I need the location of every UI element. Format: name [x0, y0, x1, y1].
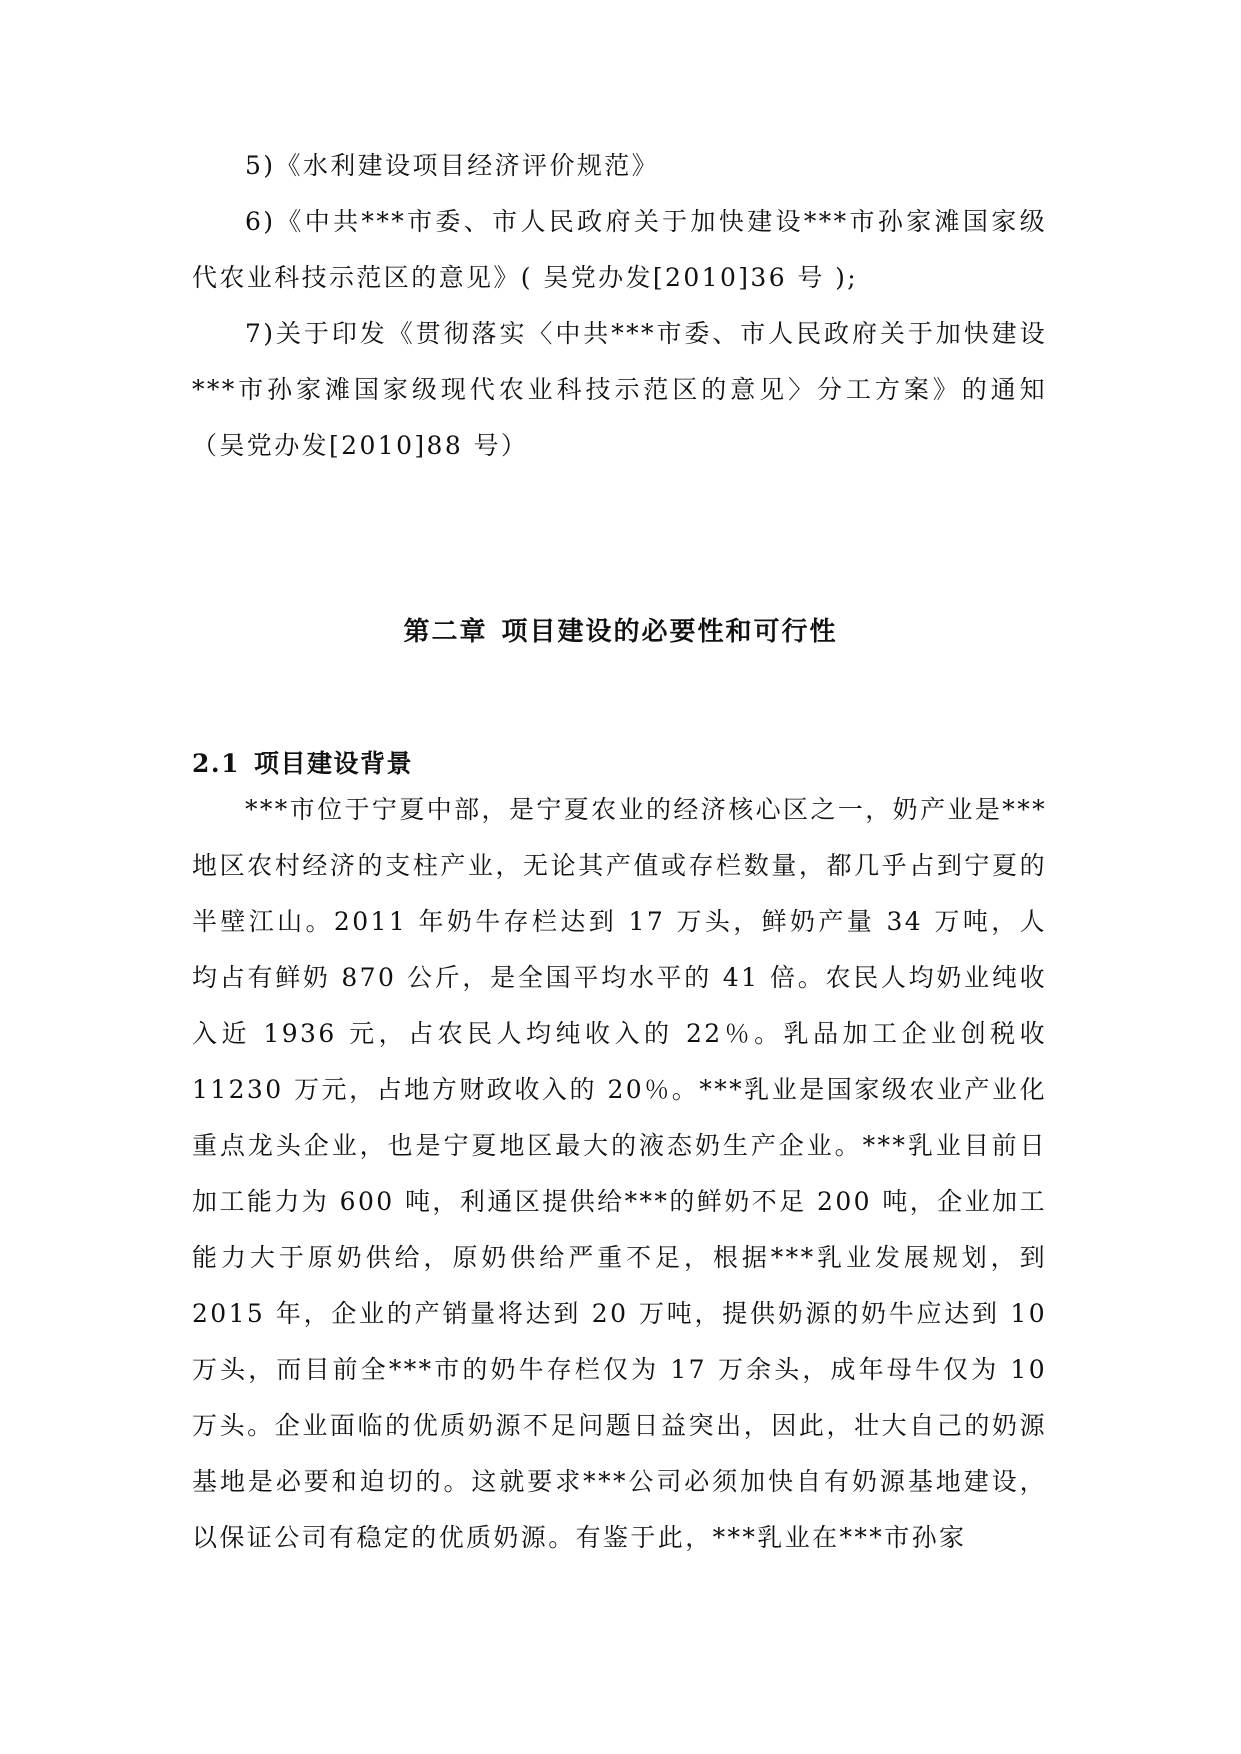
reference-item-5: 5)《水利建设项目经济评价规范》	[245, 151, 660, 180]
reference-list	[192, 138, 1047, 474]
chapter-title: 项目建设的必要性和可行性	[501, 617, 838, 647]
reference-item-7: 7)关于印发《贯彻落实〈中共***市委、市人民政府关于加快建设***市孙家滩国家级现代农业科技示范区的意见〉分工方案》的通知（吴党办发[2010]88 号）	[192, 319, 1047, 460]
body-paragraph: ***市位于宁夏中部，是宁夏农业的经济核心区之一，奶产业是***地区农村经济的支柱产业，无论其产值或存栏数量，都几乎占到宁夏的半壁江山。2011 年奶牛存栏达到 17 万头，鲜奶产量 34 万吨，人均占有鲜奶 870 公斤，是全国平均水平的 41 倍。农民人均奶业纯收入近 1936 元，占农民人均纯收入的 22％。乳品加工企业创税收11230 万元，占地方财政收入的 20％。***乳业是国家级农业产业化重点龙头企业，也是宁夏地区最大的液态奶生产企业。***乳业目前日加工能力为 600 吨，利通区提供给***的鲜奶不足 200 吨，企业加工能力大于原奶供给，原奶供给严重不足，根据***乳业发展规划，到 2015 年，企业的产销量将达到 20 万吨，提供奶源的奶牛应达到 10万头，而目前全***市的奶牛存栏仅为 17 万余头，成年母牛仅为 10万头。企业面临的优质奶源不足问题日益突出，因此，壮大自己的奶源基地是必要和迫切的。这就要求***公司必须加快自有奶源基地建设，以保证公司有稳定的优质奶源。有鉴于此，***乳业在***市孙家	[192, 795, 1047, 1552]
chapter-heading	[0, 612, 1241, 652]
chapter-number: 第二章	[403, 617, 488, 647]
reference-item-6: 6)《中共***市委、市人民政府关于加快建设***市孙家滩国家级代农业科技示范区的意见》( 吴党办发[2010]36 号 );	[192, 207, 1047, 292]
section-number: 2.1	[192, 749, 240, 778]
section-title: 项目建设背景	[254, 749, 414, 778]
section-heading	[192, 746, 413, 782]
